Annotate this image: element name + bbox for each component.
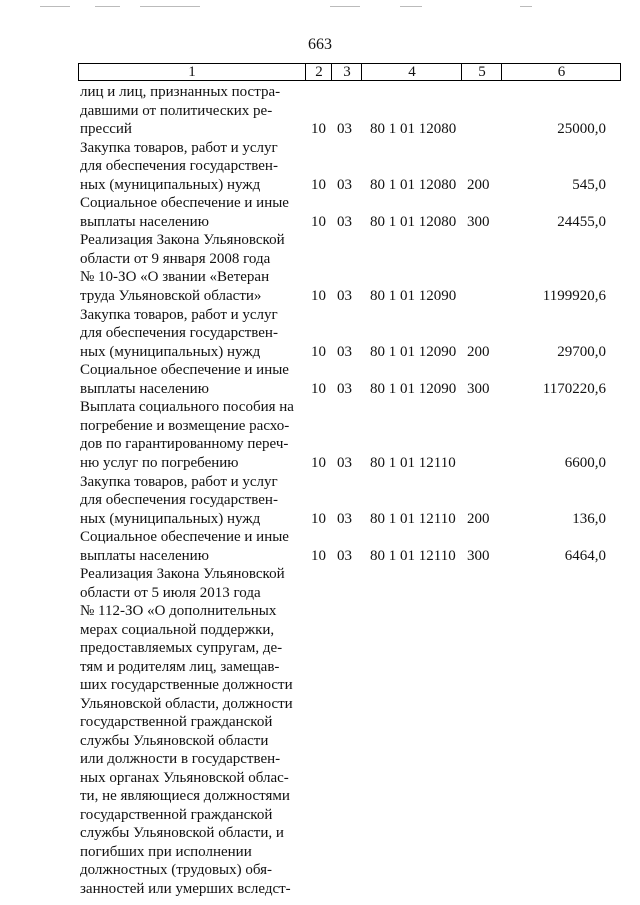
description-line: или должности в государствен-	[80, 751, 281, 768]
row-amount: 24455,0	[557, 213, 606, 230]
row-subsection: 03	[337, 380, 352, 397]
header-col-1: 1	[188, 64, 196, 80]
row-section: 10	[311, 455, 326, 471]
row-target-article: 80 1 01 12080	[370, 213, 457, 230]
row-section: 10	[311, 380, 326, 397]
row-amount: 545,0	[572, 176, 606, 193]
description-line: Закупка товаров, работ и услуг	[80, 306, 278, 323]
row-section: 10	[311, 510, 326, 527]
row-amount: 29700,0	[557, 343, 606, 360]
description-line: Выплата социального пособия на	[80, 399, 294, 416]
row-expense-type: 200	[467, 510, 490, 527]
row-target-article: 80 1 01 12090	[370, 380, 457, 397]
row-expense-type: 300	[467, 213, 490, 230]
row-description	[80, 528, 302, 565]
header-col-5: 5	[461, 64, 502, 80]
row-subsection: 03	[337, 547, 352, 564]
description-line: выплаты населению	[80, 380, 209, 397]
header-col-6: 6	[501, 64, 621, 80]
row-description	[80, 231, 302, 305]
description-line: прессий	[80, 121, 132, 137]
description-line: давшими от политических ре-	[80, 102, 273, 119]
row-subsection: 03	[337, 288, 352, 305]
row-section: 10	[311, 547, 326, 564]
row-expense-type: 300	[467, 547, 490, 564]
row-target-article: 80 1 01 12110	[370, 547, 456, 564]
row-target-article: 80 1 01 12110	[370, 510, 456, 527]
description-line: ных органах Ульяновской облас-	[80, 769, 289, 786]
description-line: должностных (трудовых) обя-	[80, 862, 273, 879]
description-line: выплаты населению	[80, 213, 209, 230]
description-line: области от 9 января 2008 года	[80, 250, 271, 267]
description-line: Реализация Закона Ульяновской	[80, 232, 285, 249]
row-expense-type: 300	[467, 380, 490, 397]
row-amount: 1199920,6	[542, 288, 606, 305]
description-line: Закупка товаров, работ и услуг	[80, 139, 278, 156]
description-line: ных (муниципальных) нужд	[80, 343, 261, 360]
row-description	[80, 194, 302, 231]
row-description	[80, 565, 302, 898]
description-line: погребение и возмещение расхо-	[80, 417, 290, 434]
row-subsection: 03	[337, 176, 352, 193]
description-line: погибших при исполнении	[80, 843, 252, 860]
row-description	[80, 361, 302, 398]
row-amount: 136,0	[572, 510, 606, 527]
header-col-3: 3	[331, 64, 362, 80]
row-target-article: 80 1 01 12090	[370, 343, 457, 360]
description-line: службы Ульяновской области, и	[80, 825, 284, 842]
row-subsection: 03	[337, 121, 352, 138]
description-line: Ульяновской области, должности	[80, 695, 293, 712]
description-line: тям и родителям лиц, замещав-	[80, 658, 280, 675]
row-section: 10	[311, 343, 326, 360]
description-line: мерах социальной поддержки,	[80, 621, 275, 638]
row-amount: 6600,0	[564, 455, 606, 471]
row-amount: 1170220,6	[542, 380, 606, 397]
description-line: государственной гражданской	[80, 806, 273, 823]
description-line: Социальное обеспечение и иные	[80, 195, 289, 212]
row-description	[80, 398, 302, 472]
header-col-2: 2	[305, 64, 332, 80]
description-line: Закупка товаров, работ и услуг	[80, 473, 278, 490]
page-number: 663	[308, 36, 332, 53]
row-expense-type: 200	[467, 343, 490, 360]
row-description	[80, 139, 302, 195]
row-subsection: 03	[337, 213, 352, 230]
row-description	[80, 473, 302, 529]
row-target-article: 80 1 01 12090	[370, 288, 457, 305]
description-line: государственной гражданской	[80, 714, 273, 731]
description-line: ти, не являющиеся должностями	[80, 788, 290, 805]
row-description	[80, 306, 302, 362]
row-subsection: 03	[337, 455, 352, 471]
row-section: 10	[311, 213, 326, 230]
description-line: выплаты населению	[80, 547, 209, 564]
row-amount: 6464,0	[564, 547, 606, 564]
description-line: дов по гарантированному переч-	[80, 436, 289, 453]
description-line: Социальное обеспечение и иные	[80, 529, 289, 546]
description-line: ных (муниципальных) нужд	[80, 176, 261, 193]
row-expense-type: 200	[467, 176, 490, 193]
description-line: области от 5 июля 2013 года	[80, 584, 261, 601]
row-section: 10	[311, 121, 326, 138]
description-line: предоставляемых супругам, де-	[80, 640, 283, 657]
row-subsection: 03	[337, 343, 352, 360]
description-line: службы Ульяновской области	[80, 732, 269, 749]
description-line: ню услуг по погребению	[80, 454, 239, 471]
description-line: Социальное обеспечение и иные	[80, 362, 289, 379]
description-line: для обеспечения государствен-	[80, 158, 278, 175]
description-line: для обеспечения государствен-	[80, 325, 278, 342]
description-line: ших государственные должности	[80, 677, 293, 694]
scan-noise	[0, 6, 640, 10]
table-header	[78, 63, 621, 81]
description-line: № 112-ЗО «О дополнительных	[80, 603, 277, 620]
header-col-4: 4	[361, 64, 462, 80]
row-description	[80, 83, 302, 139]
description-line: ных (муниципальных) нужд	[80, 510, 261, 527]
description-line: Реализация Закона Ульяновской	[80, 566, 285, 583]
description-line: лиц и лиц, признанных постра-	[80, 84, 281, 100]
row-target-article: 80 1 01 12110	[370, 455, 456, 471]
row-target-article: 80 1 01 12080	[370, 121, 457, 138]
description-line: труда Ульяновской области»	[80, 287, 262, 304]
description-line: для обеспечения государствен-	[80, 492, 278, 509]
row-section: 10	[311, 176, 326, 193]
row-subsection: 03	[337, 510, 352, 527]
row-target-article: 80 1 01 12080	[370, 176, 457, 193]
description-line: № 10-ЗО «О звании «Ветеран	[80, 269, 270, 286]
row-section: 10	[311, 288, 326, 305]
description-line: занностей или умерших вследст-	[80, 880, 291, 897]
row-amount: 25000,0	[557, 121, 606, 138]
